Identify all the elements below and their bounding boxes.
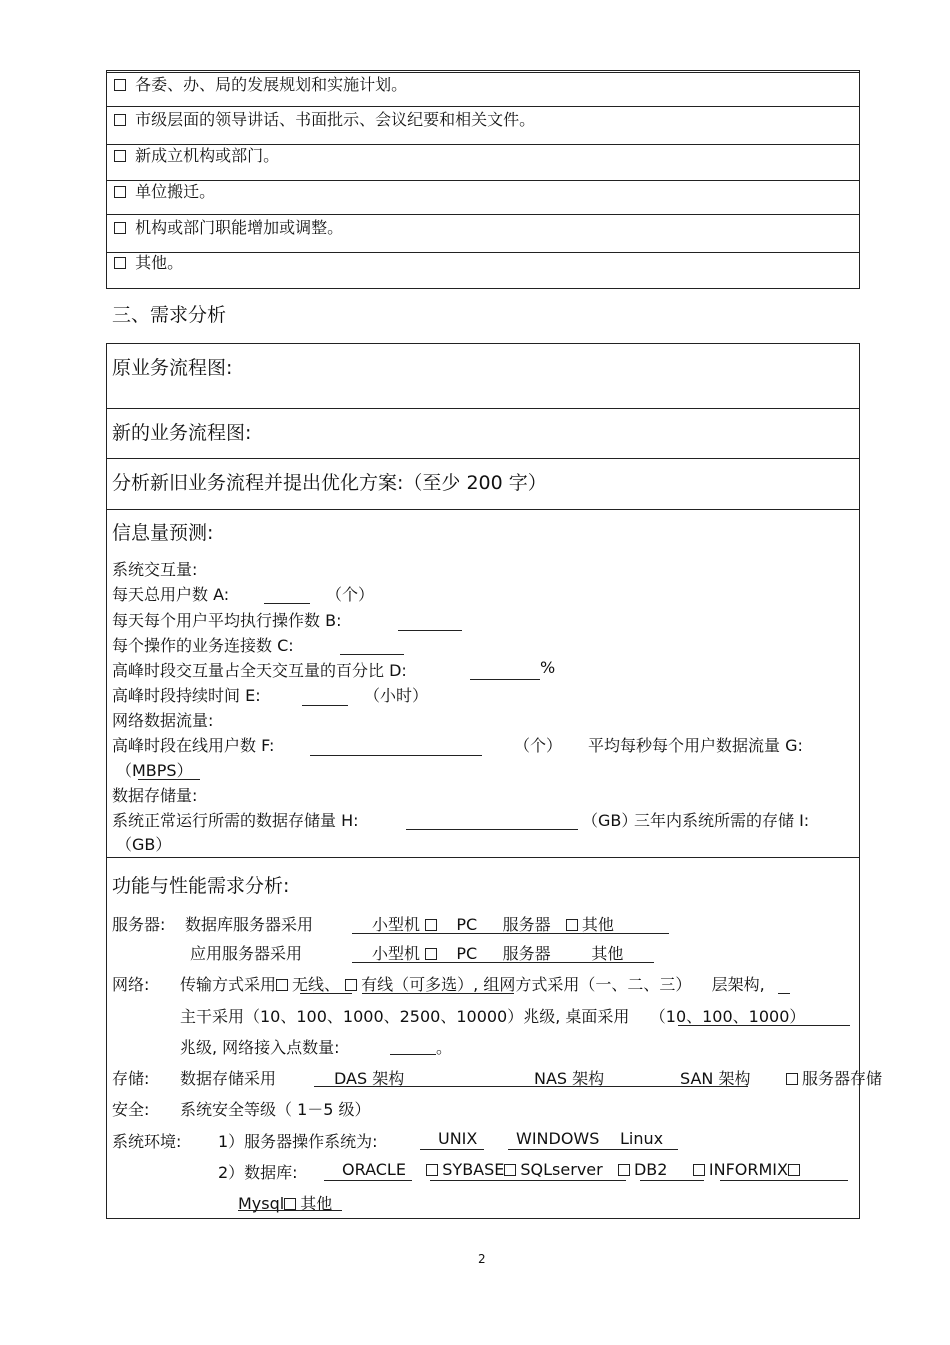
g-underline — [138, 779, 200, 780]
opt-nas: NAS 架构 — [534, 1069, 605, 1088]
info-title: 信息量预测: — [112, 522, 214, 544]
db-server-options: 小型机 PC 服务器 其他 — [372, 915, 614, 934]
checkbox[interactable] — [276, 979, 288, 991]
opt-san: SAN 架构 — [680, 1069, 751, 1088]
c-input[interactable] — [340, 654, 404, 655]
net-line1: 传输方式采用 无线、 有线（可多选）, 组网方式采用（一、二、三） 层架构, — [180, 975, 765, 994]
db-options-2: Mysql 其他 — [238, 1194, 333, 1213]
checkbox[interactable] — [786, 1073, 798, 1085]
checkbox[interactable] — [693, 1164, 705, 1176]
checkbox[interactable] — [345, 979, 357, 991]
func-title: 功能与性能需求分析: — [112, 875, 290, 897]
checkbox[interactable] — [618, 1164, 630, 1176]
storage-text: 数据存储采用 — [180, 1069, 277, 1088]
db-options: ORACLE SYBASE SQLserver DB2 INFORMIX — [342, 1160, 804, 1179]
security-label: 安全: — [112, 1100, 150, 1119]
app-server-label: 应用服务器采用 — [190, 944, 303, 963]
checkbox[interactable] — [114, 257, 126, 269]
i-label: 三年内系统所需的存储 I: — [634, 811, 810, 830]
a-input[interactable] — [264, 603, 310, 604]
server-label: 服务器: — [112, 915, 166, 934]
opt-das: DAS 架构 — [334, 1069, 405, 1088]
d-input[interactable] — [470, 679, 540, 680]
new-flow-label: 新的业务流程图: — [112, 422, 252, 444]
checklist-item[interactable]: 机构或部门职能增加或调整。 — [114, 215, 343, 238]
a-unit: （个） — [326, 585, 375, 604]
d-unit: % — [540, 658, 556, 677]
checklist-item[interactable]: 单位搬迁。 — [114, 179, 215, 202]
g-unit: （MBPS） — [116, 761, 193, 780]
checklist-item[interactable]: 新成立机构或部门。 — [114, 143, 279, 166]
checkbox[interactable] — [425, 919, 437, 931]
section-title: 三、需求分析 — [112, 304, 227, 326]
opt-unix: UNIX — [438, 1129, 478, 1148]
checkbox[interactable] — [114, 150, 126, 162]
f-label: 高峰时段在线用户数 F: — [112, 736, 275, 755]
checklist-item[interactable]: 其他。 — [114, 250, 183, 273]
h-input[interactable] — [406, 829, 578, 830]
checkbox[interactable] — [425, 948, 437, 960]
checklist-item[interactable]: 市级层面的领导讲话、书面批示、会议纪要和相关文件。 — [114, 107, 535, 130]
network-label: 网络数据流量: — [112, 711, 214, 730]
env-os: 1）服务器操作系统为: — [218, 1132, 378, 1151]
opt-linux: Linux — [620, 1129, 664, 1148]
d-label: 高峰时段交互量占全天交互量的百分比 D: — [112, 661, 407, 680]
checkbox[interactable] — [788, 1164, 800, 1176]
interaction-label: 系统交互量: — [112, 560, 198, 579]
env-db: 2）数据库: — [218, 1163, 298, 1182]
checkbox[interactable] — [114, 186, 126, 198]
opt-server-storage: 服务器存储 — [786, 1066, 882, 1089]
a-label: 每天总用户数 A: — [112, 585, 230, 604]
net-line2: 主干采用（10、100、1000、2500、10000）兆级, 桌面采用 （10、100、1000） — [180, 1007, 806, 1026]
b-label: 每天每个用户平均执行操作数 B: — [112, 611, 342, 630]
e-label: 高峰时段持续时间 E: — [112, 686, 261, 705]
checkbox[interactable] — [566, 919, 578, 931]
analysis-label: 分析新旧业务流程并提出优化方案:（至少 200 字） — [112, 472, 547, 494]
h-label: 系统正常运行所需的数据存储量 H: — [112, 811, 359, 830]
i-unit: （GB） — [116, 835, 172, 854]
checkbox[interactable] — [284, 1198, 296, 1210]
f-unit: （个） — [514, 736, 563, 755]
g-label: 平均每秒每个用户数据流量 G: — [588, 736, 803, 755]
h-unit: （GB） — [582, 811, 638, 830]
env-label: 系统环境: — [112, 1132, 182, 1151]
access-points-input[interactable] — [390, 1054, 436, 1055]
orig-flow-label: 原业务流程图: — [112, 357, 233, 379]
checkbox[interactable] — [426, 1164, 438, 1176]
checkbox[interactable] — [504, 1164, 516, 1176]
e-input[interactable] — [302, 705, 348, 706]
f-input[interactable] — [310, 755, 482, 756]
opt-windows: WINDOWS — [516, 1129, 600, 1148]
security-text: 系统安全等级（ 1－5 级） — [180, 1100, 371, 1119]
checkbox[interactable] — [114, 222, 126, 234]
db-server-label: 数据库服务器采用 — [185, 915, 314, 934]
net-line3: 兆级, 网络接入点数量: — [180, 1038, 340, 1057]
checkbox[interactable] — [114, 79, 126, 91]
e-unit: （小时） — [364, 686, 429, 705]
storage-func-label: 存储: — [112, 1069, 150, 1088]
checklist-item[interactable]: 各委、办、局的发展规划和实施计划。 — [114, 72, 407, 95]
checkbox[interactable] — [114, 114, 126, 126]
c-label: 每个操作的业务连接数 C: — [112, 636, 294, 655]
net-line3-end: 。 — [436, 1038, 453, 1057]
app-server-options: 小型机 PC 服务器 其他 — [372, 944, 624, 963]
network-func-label: 网络: — [112, 975, 150, 994]
b-input[interactable] — [398, 630, 462, 631]
storage-label: 数据存储量: — [112, 786, 198, 805]
page-number: 2 — [478, 1252, 486, 1266]
